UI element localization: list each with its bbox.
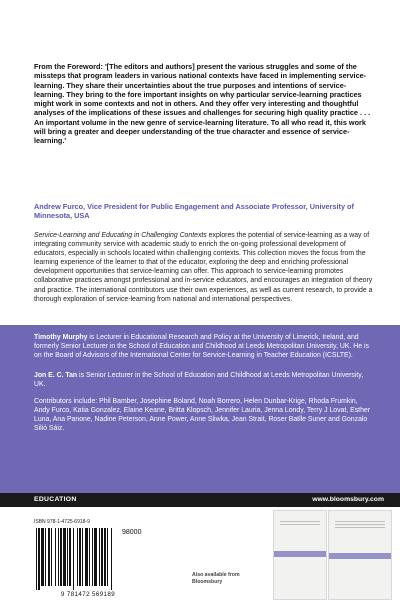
barcode-box: [32, 518, 144, 598]
editor-bio-tan: [34, 372, 374, 390]
editor-name-murphy: Timothy Murphy: [34, 334, 88, 341]
editor-bio-murphy-text: is Lecturer in Educational Research and Policy at the University of Limerick, Ireland, and formerly Senior Lecturer in the School of Education and Childhood at Leeds Metropolitan University, UK. He is on the Board of Advisors of the International Center for Service-Learning in Teacher Education (ICSLTE).: [34, 334, 370, 359]
book-description: [34, 231, 374, 304]
foreword-attribution: Andrew Furco, Vice President for Public Engagement and Associate Professor, University of Minnesota, USA: [34, 202, 354, 221]
category-bar: [0, 493, 400, 507]
book-title-italic: Service-Learning and Educating in Challenging Contexts: [34, 232, 207, 239]
editor-name-tan: Jon E. C. Tan: [34, 372, 78, 379]
isbn-label: ISBN 978-1-4725-6918-9: [34, 519, 90, 525]
category-label: EDUCATION: [34, 496, 77, 503]
contributors-list: Contributors include: Phil Bamber, Josephine Boland, Noah Borrero, Helen Dunbar-Krige, Rhoda Frumkin, Andy Furco, Katia Gonzalez, Elaine Keane, Britta Klopsch, Jennifer Lauria, Jenna Londy, Terry J Lovat, Esther Luna, Ana Panone, Nadine Peterson, Anne Power, Anne Sliwka, Jean Strait, Roser Batlle Suner and Gonzalo Silió Sáiz.: [34, 398, 371, 432]
foreword-quote: From the Foreword: '[The editors and authors] present the various struggles and some of the missteps that program leaders in various national contexts have faced in implementing service-learning. They share their uncertainties about the true purposes and intentions of service-learning. They bring to the fore important insights on why particular service-learning practices might work in some contexts and not in others. And they offer very interesting and thoughtful analyses of the implications of these issues and challenges for securing high quality practice . . . An important volume in the new genre of service-learning literature. To all who read it, this work will bring a greater and deeper understanding of the true character and essence of service-learning.': [34, 62, 371, 145]
publisher-website: www.bloomsbury.com: [312, 496, 384, 503]
price-code: 98000: [122, 529, 142, 536]
editor-bio-murphy: [34, 334, 374, 361]
related-book-cover-2[interactable]: [328, 510, 392, 600]
also-available-text: Also available from Bloomsbury: [192, 572, 240, 585]
description-text: explores the potential of service-learning as a way of integrating community service with academic study to enrich the on-going professional development of educators, especially in schools located within challenging contexts. This collection moves the focus from the learning experience of the learner to that of the educator, exploring the deep and enriching professional development opportunities that service-learning can offer. This approach to service-learning promotes collaborative practices amongst professional and in-service educators, and encourages an integration of theory and practice. The international contributors use their own experiences, as well as current research, to provide a thorough exploration of service-learning from national and international perspectives.: [34, 232, 373, 303]
barcode-number: 9 781472 569189: [60, 591, 116, 598]
editor-bio-tan-text: is Senior Lecturer in the School of Education and Childhood at Leeds Metropolitan University, UK.: [34, 372, 364, 388]
barcode-icon: [34, 528, 142, 590]
related-book-cover-1[interactable]: [273, 510, 327, 600]
bottom-section: [0, 507, 400, 600]
